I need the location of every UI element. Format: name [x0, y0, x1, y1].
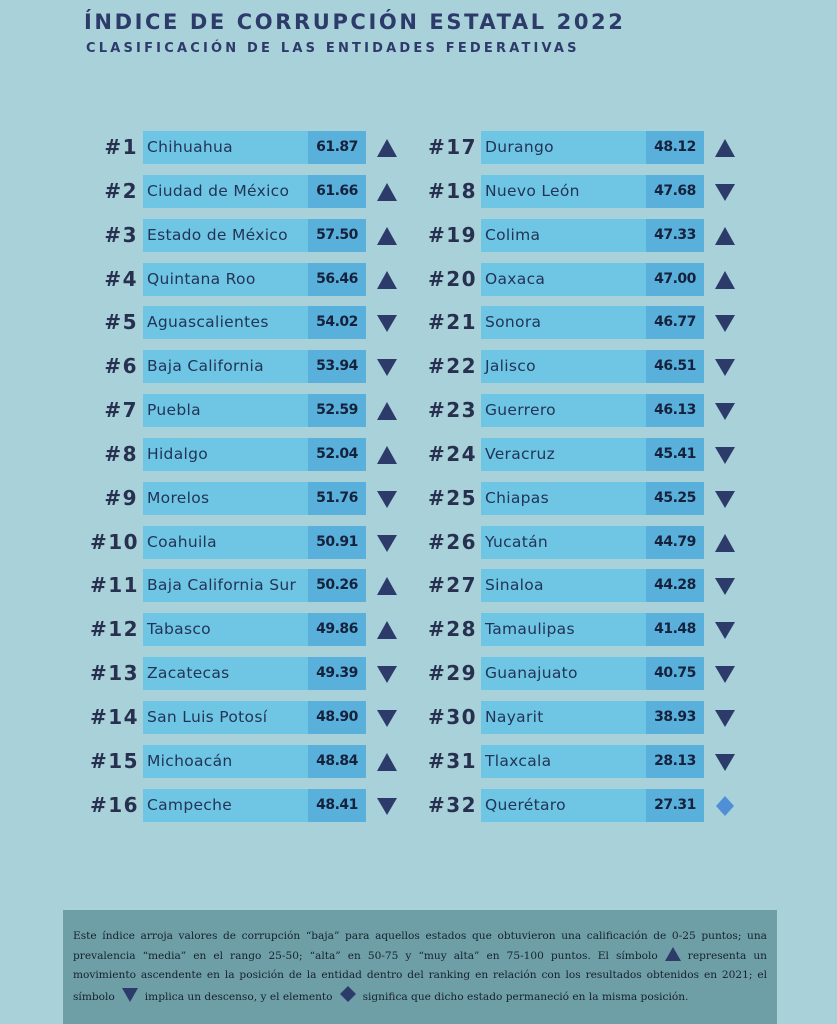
- up-triangle-icon: [376, 400, 398, 422]
- rank-label: #2: [104, 178, 138, 203]
- up-triangle-icon: [664, 946, 682, 962]
- state-name: Guerrero: [481, 394, 647, 427]
- rank-label: #9: [104, 485, 138, 510]
- footnote-text-3: implica un descenso, y el elemento: [144, 991, 333, 1003]
- rank-label: #6: [104, 354, 138, 379]
- score-value: 28.13: [646, 745, 704, 778]
- state-name: Veracruz: [481, 438, 647, 471]
- up-triangle-icon: [376, 269, 398, 291]
- state-name: Oaxaca: [481, 263, 647, 296]
- down-triangle-icon: [376, 795, 398, 817]
- down-triangle-icon: [714, 751, 736, 773]
- state-name: Zacatecas: [143, 657, 309, 690]
- down-triangle-icon: [714, 575, 736, 597]
- rank-label: #13: [90, 661, 140, 686]
- down-triangle-icon: [714, 707, 736, 729]
- up-triangle-icon: [376, 225, 398, 247]
- state-name: Sinaloa: [481, 569, 647, 602]
- state-name: Hidalgo: [143, 438, 309, 471]
- score-value: 51.76: [308, 482, 366, 515]
- score-value: 44.28: [646, 569, 704, 602]
- state-name: Tlaxcala: [481, 745, 647, 778]
- rank-label: #32: [428, 792, 478, 817]
- rank-label: #26: [428, 529, 478, 554]
- down-triangle-icon: [714, 356, 736, 378]
- up-triangle-icon: [376, 181, 398, 203]
- down-triangle-icon: [376, 356, 398, 378]
- score-value: 50.91: [308, 526, 366, 559]
- page-title: ÍNDICE DE CORRUPCIÓN ESTATAL 2022: [84, 10, 626, 34]
- score-value: 40.75: [646, 657, 704, 690]
- rank-label: #1: [104, 135, 138, 159]
- up-triangle-icon: [376, 751, 398, 773]
- down-triangle-icon: [714, 312, 736, 334]
- score-value: 47.00: [646, 263, 704, 296]
- score-value: 48.12: [646, 131, 704, 164]
- score-value: 61.87: [308, 131, 366, 164]
- state-name: Aguascalientes: [143, 306, 309, 339]
- rank-label: #4: [104, 266, 138, 291]
- rank-label: #10: [90, 529, 140, 554]
- rank-label: #25: [428, 485, 478, 510]
- diamond-icon: [339, 985, 357, 1003]
- state-name: Chihuahua: [143, 131, 309, 164]
- state-name: Campeche: [143, 789, 309, 822]
- state-name: Nayarit: [481, 701, 647, 734]
- state-name: Quintana Roo: [143, 263, 309, 296]
- rank-label: #17: [428, 135, 478, 159]
- state-name: Ciudad de México: [143, 175, 309, 208]
- down-triangle-icon: [376, 707, 398, 729]
- state-name: San Luis Potosí: [143, 701, 309, 734]
- down-triangle-icon: [376, 663, 398, 685]
- score-value: 52.59: [308, 394, 366, 427]
- footnote-text-2: representa un movimiento ascendente en la posición de la entidad dentro del ranking en relación con los resultados obtenidos en 2021; el símbolo: [73, 950, 767, 1003]
- rank-label: #23: [428, 398, 478, 423]
- score-value: 27.31: [646, 789, 704, 822]
- up-triangle-icon: [714, 269, 736, 291]
- up-triangle-icon: [714, 225, 736, 247]
- score-value: 49.39: [308, 657, 366, 690]
- down-triangle-icon: [714, 400, 736, 422]
- rank-label: #21: [428, 310, 478, 335]
- score-value: 47.68: [646, 175, 704, 208]
- rank-label: #18: [428, 178, 478, 203]
- score-value: 53.94: [308, 350, 366, 383]
- down-triangle-icon: [714, 663, 736, 685]
- footnote-box: [63, 910, 777, 1024]
- score-value: 45.25: [646, 482, 704, 515]
- rank-label: #15: [90, 748, 140, 773]
- score-value: 57.50: [308, 219, 366, 252]
- state-name: Chiapas: [481, 482, 647, 515]
- up-triangle-icon: [714, 532, 736, 554]
- score-value: 41.48: [646, 613, 704, 646]
- footnote-text-4: significa que dicho estado permaneció en la misma posición.: [362, 991, 689, 1003]
- state-name: Tamaulipas: [481, 613, 647, 646]
- rank-label: #3: [104, 222, 138, 247]
- state-name: Michoacán: [143, 745, 309, 778]
- score-value: 48.41: [308, 789, 366, 822]
- rank-label: #7: [104, 398, 138, 423]
- footnote-text-1: Este índice arroja valores de corrupción “baja” para aquellos estados que obtuvieron una calificación de 0-25 puntos; una prevalencia “media” en el rango 25-50; “alta” en 50-75 y “muy alta” en 75-100 puntos. El símbolo: [73, 930, 767, 962]
- down-triangle-icon: [714, 488, 736, 510]
- up-triangle-icon: [376, 619, 398, 641]
- down-triangle-icon: [714, 619, 736, 641]
- score-value: 45.41: [646, 438, 704, 471]
- score-value: 50.26: [308, 569, 366, 602]
- up-triangle-icon: [376, 137, 398, 159]
- state-name: Estado de México: [143, 219, 309, 252]
- state-name: Yucatán: [481, 526, 647, 559]
- rank-label: #20: [428, 266, 478, 291]
- state-name: Coahuila: [143, 526, 309, 559]
- rank-label: #31: [428, 748, 478, 773]
- state-name: Colima: [481, 219, 647, 252]
- down-triangle-icon: [376, 488, 398, 510]
- state-name: Durango: [481, 131, 647, 164]
- rank-label: #22: [428, 354, 478, 379]
- state-name: Baja California Sur: [143, 569, 309, 602]
- page-subtitle: CLASIFICACIÓN DE LAS ENTIDADES FEDERATIVAS: [86, 41, 580, 56]
- rank-label: #30: [428, 704, 478, 729]
- state-name: Sonora: [481, 306, 647, 339]
- score-value: 38.93: [646, 701, 704, 734]
- rank-label: #29: [428, 661, 478, 686]
- state-name: Morelos: [143, 482, 309, 515]
- score-value: 47.33: [646, 219, 704, 252]
- state-name: Tabasco: [143, 613, 309, 646]
- score-value: 61.66: [308, 175, 366, 208]
- down-triangle-icon: [714, 181, 736, 203]
- score-value: 46.77: [646, 306, 704, 339]
- down-triangle-icon: [376, 312, 398, 334]
- rank-label: #12: [90, 617, 140, 642]
- score-value: 48.84: [308, 745, 366, 778]
- down-triangle-icon: [714, 444, 736, 466]
- rank-label: #24: [428, 441, 478, 466]
- score-value: 56.46: [308, 263, 366, 296]
- score-value: 48.90: [308, 701, 366, 734]
- rank-label: #27: [428, 573, 478, 598]
- up-triangle-icon: [376, 444, 398, 466]
- rank-label: #5: [104, 310, 138, 335]
- diamond-icon: [714, 795, 736, 817]
- score-value: 44.79: [646, 526, 704, 559]
- score-value: 52.04: [308, 438, 366, 471]
- state-name: Baja California: [143, 350, 309, 383]
- state-name: Guanajuato: [481, 657, 647, 690]
- rank-label: #19: [428, 222, 478, 247]
- rank-label: #8: [104, 441, 138, 466]
- up-triangle-icon: [714, 137, 736, 159]
- down-triangle-icon: [121, 987, 139, 1003]
- state-name: Jalisco: [481, 350, 647, 383]
- rank-label: #28: [428, 617, 478, 642]
- up-triangle-icon: [376, 575, 398, 597]
- state-name: Puebla: [143, 394, 309, 427]
- score-value: 46.51: [646, 350, 704, 383]
- state-name: Querétaro: [481, 789, 647, 822]
- state-name: Nuevo León: [481, 175, 647, 208]
- rank-label: #14: [90, 704, 140, 729]
- score-value: 54.02: [308, 306, 366, 339]
- score-value: 46.13: [646, 394, 704, 427]
- down-triangle-icon: [376, 532, 398, 554]
- score-value: 49.86: [308, 613, 366, 646]
- rank-label: #16: [90, 792, 140, 817]
- rank-label: #11: [90, 573, 140, 598]
